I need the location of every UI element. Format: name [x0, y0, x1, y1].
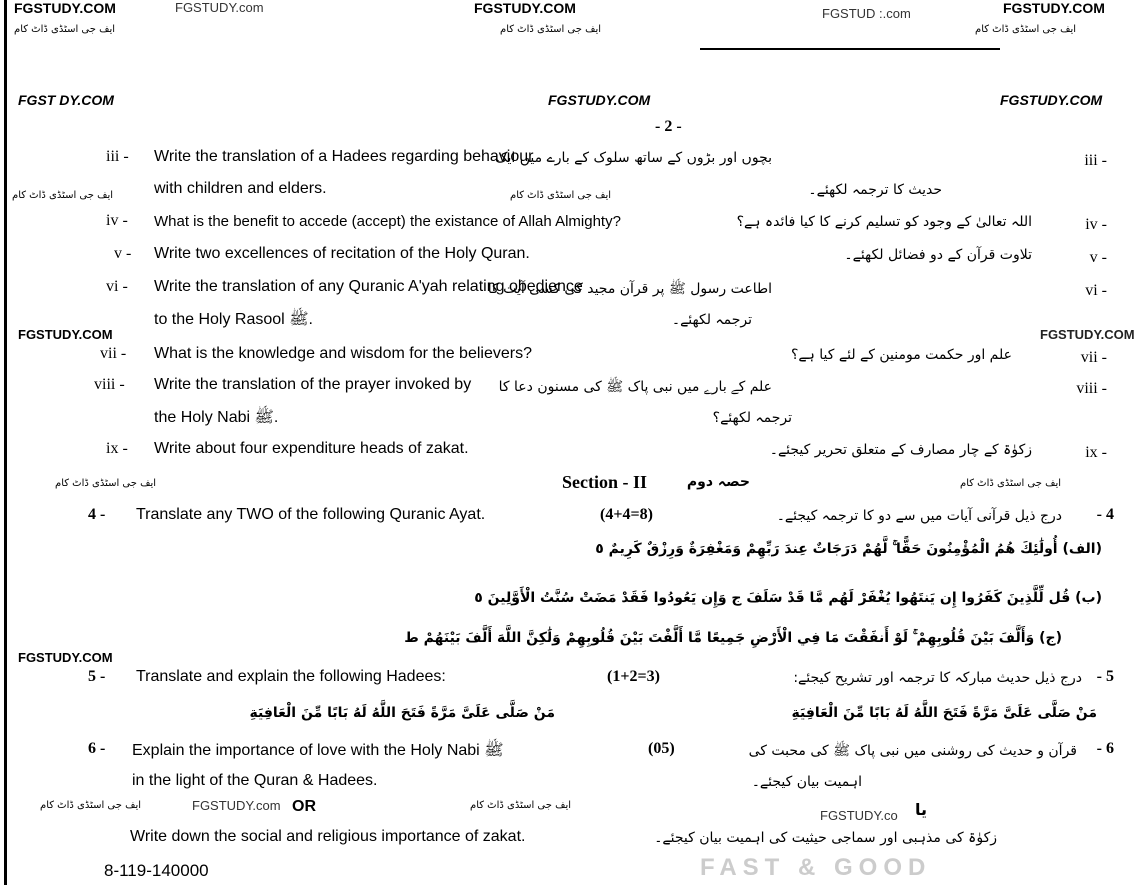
watermark: FGSTUDY.COM: [14, 0, 116, 16]
question-text-urdu: علم کے بارے میں نبی پاک ﷺ کی مسنون دعا کا: [498, 379, 772, 395]
watermark: FGST DY.COM: [18, 92, 114, 108]
question-text-urdu: زکوٰۃ کی مذہبی اور سماجی حیثیت کی اہمیت بیان کیجئے۔: [654, 830, 997, 846]
page-number: - 2 -: [655, 118, 682, 135]
question-number: iii -: [106, 148, 129, 165]
question-text: What is the benefit to accede (accept) the existance of Allah Almighty?: [154, 213, 621, 230]
question-text: Translate any TWO of the following Quranic Ayat.: [136, 506, 486, 523]
watermark-urdu: ایف جی اسٹڈی ڈاٹ کام: [960, 478, 1062, 489]
question-text-urdu: ترجمہ لکھئے؟: [712, 410, 792, 426]
question-number-urdu: vii -: [1080, 349, 1107, 366]
ayah-row: [474, 590, 1102, 606]
watermark-urdu: ایف جی اسٹڈی ڈاٹ کام: [14, 24, 116, 35]
question-number-urdu: iii -: [1084, 152, 1107, 169]
question-text-urdu: ترجمہ لکھئے۔: [671, 312, 752, 328]
watermark: FGSTUDY.COM: [1040, 327, 1135, 342]
marks: (05): [648, 740, 675, 757]
or-label-urdu: یا: [915, 800, 928, 819]
watermark: FGSTUDY.COM: [1003, 0, 1105, 16]
question-text-urdu: اللہ تعالیٰ کے وجود کو تسلیم کرنے کا کیا فائدہ ہے؟: [736, 214, 1032, 230]
question-text: Explain the importance of love with the Holy Nabi ﷺ: [132, 742, 504, 759]
question-number-urdu: ix -: [1085, 444, 1107, 461]
question-number: viii -: [94, 376, 125, 393]
watermark: FGSTUDY.COM: [474, 0, 576, 16]
question-text: in the light of the Quran & Hadees.: [132, 772, 378, 789]
watermark-urdu: ایف جی اسٹڈی ڈاٹ کام: [500, 24, 602, 35]
question-number: 6 -: [88, 740, 106, 757]
question-text-urdu: علم اور حکمت مومنین کے لئے کیا ہے؟: [791, 347, 1012, 363]
question-text: Write the translation of a Hadees regarding behaviour: [154, 148, 534, 165]
watermark: FGSTUDY.COM: [1000, 92, 1103, 108]
question-text: What is the knowledge and wisdom for the believers?: [154, 345, 532, 362]
ayah-row: [404, 630, 1062, 646]
watermark: FGSTUDY.com: [175, 0, 264, 15]
question-number: iv -: [106, 212, 128, 229]
watermark: FGSTUDY.co: [820, 808, 898, 823]
question-number-urdu: - 6: [1096, 740, 1114, 757]
question-text: the Holy Nabi ﷺ.: [154, 409, 279, 426]
question-number: 4 -: [88, 506, 106, 523]
watermark: FGSTUDY.com: [192, 798, 281, 813]
watermark-urdu: ایف جی اسٹڈی ڈاٹ کام: [975, 24, 1077, 35]
section-title-urdu: حصہ دوم: [686, 474, 750, 490]
question-text: to the Holy Rasool ﷺ.: [154, 311, 313, 328]
section-title: Section - II: [562, 472, 647, 492]
divider: [700, 48, 1000, 50]
watermark: FGSTUDY.COM: [18, 327, 113, 342]
question-text: Write about four expenditure heads of zakat.: [154, 440, 469, 457]
watermark-urdu: ایف جی اسٹڈی ڈاٹ کام: [12, 190, 114, 201]
watermark: FGSTUD :.com: [822, 6, 911, 21]
question-number: vii -: [100, 345, 127, 362]
question-text: Write the translation of any Quranic A'yah relating obedience: [154, 278, 583, 295]
watermark-urdu: ایف جی اسٹڈی ڈاٹ کام: [55, 478, 157, 489]
question-text-urdu: اطاعت رسول ﷺ پر قرآن مجید کی کسی آیت کا: [487, 281, 772, 297]
ayah-text: أُولَٰئِكَ هُمُ الْمُؤْمِنُونَ حَقًّا ۚ لَّهُمْ دَرَجَاتٌ عِندَ رَبِّهِمْ وَمَغْفِرَةٌ وَرِزْقٌ كَرِيمٌ ٥: [595, 541, 1058, 557]
marks: (4+4=8): [600, 506, 653, 523]
question-text-urdu: حدیث کا ترجمہ لکھئے۔: [808, 182, 942, 198]
ayah-label: (ب): [1075, 590, 1102, 606]
question-text: Translate and explain the following Hadees:: [136, 668, 446, 685]
question-text-urdu: قرآن و حدیث کی روشنی میں نبی پاک ﷺ کی محبت کی: [748, 743, 1077, 759]
question-number-urdu: iv -: [1085, 216, 1107, 233]
ayah-label: (الف): [1062, 541, 1102, 557]
question-number-urdu: vi -: [1085, 282, 1107, 299]
question-number: ix -: [106, 440, 128, 457]
ayah-text: وَأَلَّفَ بَيْنَ قُلُوبِهِمْ ۚ لَوْ أَنفَقْتَ مَا فِي الْأَرْضِ جَمِيعًا مَّا أَلَّفْتَ بَيْنَ قُلُوبِهِمْ وَلَٰكِنَّ اللَّهَ أَلَّفَ بَيْنَهُمْ ط: [404, 630, 1035, 646]
question-number: 5 -: [88, 668, 106, 685]
question-number-urdu: - 4: [1096, 506, 1114, 523]
watermark-fast-good: FAST & GOOD: [700, 854, 932, 881]
watermark-urdu: ایف جی اسٹڈی ڈاٹ کام: [510, 190, 612, 201]
hadees-text-urdu: مَنْ صَلَّى عَلَىَّ مَرَّةً فَتَحَ اللَّهُ لَهُ بَابًا مِّنَ الْعَافِيَةِ: [791, 705, 1097, 721]
question-text-urdu: زکوٰۃ کے چار مصارف کے متعلق تحریر کیجئے۔: [769, 442, 1032, 458]
scan-border: [4, 0, 7, 885]
hadees-text: مَنْ صَلَّى عَلَىَّ مَرَّةً فَتَحَ اللَّهُ لَهُ بَابًا مِّنَ الْعَافِيَةِ: [249, 705, 555, 721]
question-number-urdu: viii -: [1076, 380, 1107, 397]
ayah-row: [595, 541, 1102, 557]
question-text: Write down the social and religious importance of zakat.: [130, 828, 526, 845]
paper-code: 8-119-140000: [104, 861, 209, 880]
ayah-text: قُل لِّلَّذِينَ كَفَرُوا إِن يَنتَهُوا يُغْفَرْ لَهُم مَّا قَدْ سَلَفَ ج وَإِن يَعُودُوا فَقَدْ مَضَتْ سُنَّتُ الْأَوَّلِينَ ٥: [474, 590, 1071, 606]
watermark: FGSTUDY.COM: [548, 92, 651, 108]
question-number: v -: [114, 245, 132, 262]
watermark: FGSTUDY.COM: [18, 650, 113, 665]
question-number-urdu: - 5: [1096, 668, 1114, 685]
question-text-urdu: درج ذیل قرآنی آیات میں سے دو کا ترجمہ کیجئے۔: [776, 508, 1062, 524]
question-text: Write two excellences of recitation of the Holy Quran.: [154, 245, 530, 262]
question-text-urdu: تلاوت قرآن کے دو فضائل لکھئے۔: [844, 247, 1032, 263]
or-label: OR: [292, 798, 316, 815]
question-text-urdu: درج ذیل حدیث مبارکہ کا ترجمہ اور تشریح کیجئے:: [793, 670, 1082, 686]
question-text-urdu: اہمیت بیان کیجئے۔: [751, 774, 862, 790]
watermark-urdu: ایف جی اسٹڈی ڈاٹ کام: [470, 800, 572, 811]
question-number-urdu: v -: [1089, 249, 1107, 266]
question-text-urdu: بچوں اور بڑوں کے ساتھ سلوک کے بارے میں ایک: [495, 150, 772, 166]
ayah-label: (ج): [1039, 630, 1062, 646]
question-number: vi -: [106, 278, 128, 295]
watermark-urdu: ایف جی اسٹڈی ڈاٹ کام: [40, 800, 142, 811]
question-text: Write the translation of the prayer invoked by: [154, 376, 472, 393]
question-text: with children and elders.: [154, 180, 327, 197]
marks: (1+2=3): [607, 668, 660, 685]
